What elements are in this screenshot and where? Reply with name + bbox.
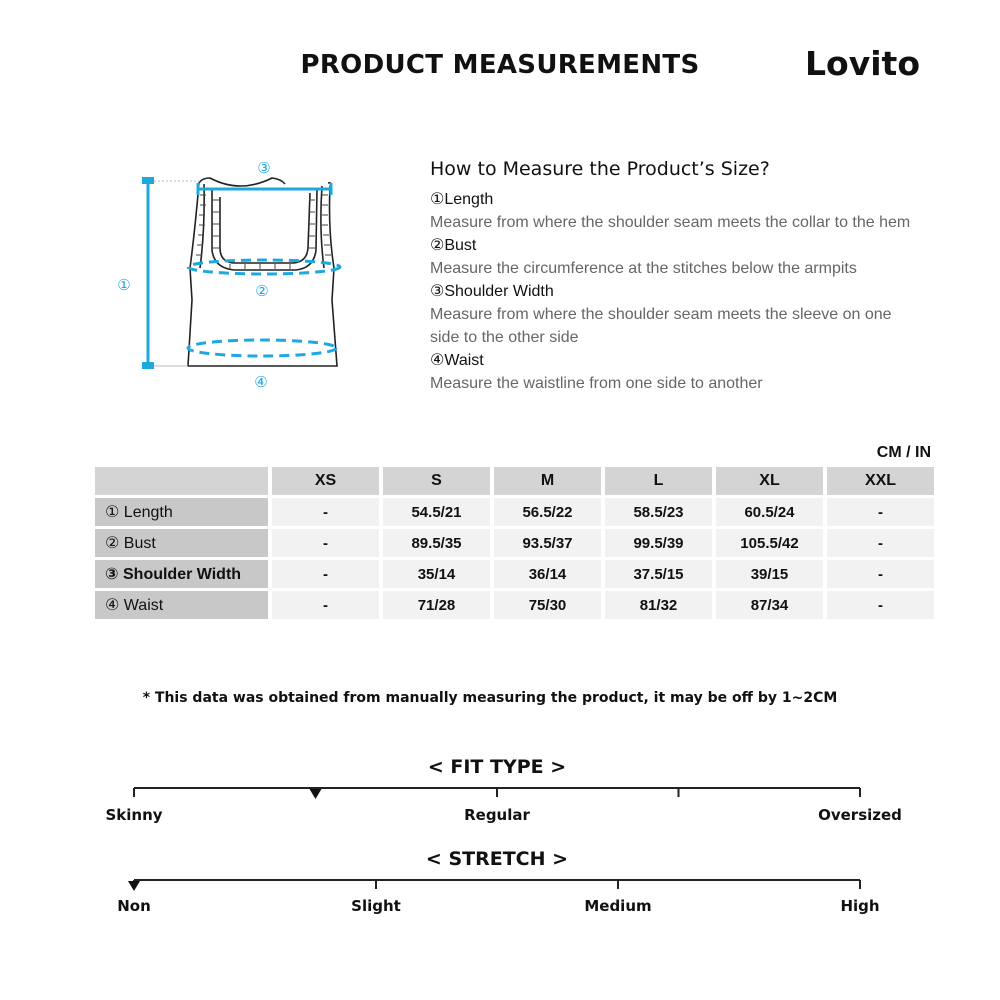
table-cell: - [827,529,934,557]
fit-type-label: Skinny [105,806,163,824]
table-cell: - [827,560,934,588]
fit-type-label: Oversized [818,806,902,824]
table-cell: - [272,498,379,526]
measurement-note: * This data was obtained from manually measuring the product, it may be off by 1~2CM [142,690,838,706]
header-corner [95,467,268,495]
howto-term: ④Waist [430,352,484,369]
how-to-measure [430,158,970,395]
table-row [95,560,934,588]
table-cell: - [272,529,379,557]
fit-type-title: < FIT TYPE > [427,756,567,778]
rib-hatching [196,195,331,269]
howto-item-waist [430,349,970,395]
howto-term: ②Bust [430,237,477,254]
howto-item-bust [430,234,970,280]
header-size: M [494,467,601,495]
howto-item-length [430,188,970,234]
fit-type-label: Regular [464,806,530,824]
table-cell: 35/14 [383,560,490,588]
stretch-label: Slight [351,897,401,915]
table-cell: 75/30 [494,591,601,619]
howto-term: ①Length [430,191,494,208]
header-size: XS [272,467,379,495]
marker-waist: ④ [254,373,268,391]
howto-item-shoulder [430,280,970,349]
table-row [95,498,934,526]
table-cell: - [272,591,379,619]
table-cell: 81/32 [605,591,712,619]
stretch-title: < STRETCH > [425,848,569,870]
table-cell: 36/14 [494,560,601,588]
table-cell: - [827,591,934,619]
bust-measure [188,260,340,274]
stretch-label: Non [117,897,151,915]
table-cell: 89.5/35 [383,529,490,557]
row-label: ③ Shoulder Width [95,560,268,588]
shoulder-measure [198,183,331,195]
waist-measure [188,340,336,356]
table-cell: 93.5/37 [494,529,601,557]
table-cell: 39/15 [716,560,823,588]
header-size: XL [716,467,823,495]
tank-top-diagram [100,150,380,400]
header-size: L [605,467,712,495]
table-row [95,591,934,619]
table-cell: 87/34 [716,591,823,619]
table-cell: 56.5/22 [494,498,601,526]
table-cell: 58.5/23 [605,498,712,526]
table-cell: 54.5/21 [383,498,490,526]
table-cell: 71/28 [383,591,490,619]
table-cell: 99.5/39 [605,529,712,557]
stretch-label: Medium [584,897,652,915]
fit-stretch-scales [0,750,1000,930]
table-cell: 37.5/15 [605,560,712,588]
howto-desc: Measure from where the shoulder seam meets the sleeve on one side to the other side [430,306,892,346]
howto-term: ③Shoulder Width [430,283,554,300]
table-cell: 105.5/42 [716,529,823,557]
howto-title: How to Measure the Product’s Size? [430,158,770,180]
howto-desc: Measure from where the shoulder seam meets the collar to the hem [430,214,911,231]
row-label: ② Bust [95,529,268,557]
brand-logo: Lovito [805,44,920,83]
table-cell: - [827,498,934,526]
howto-desc: Measure the waistline from one side to another [430,375,763,392]
marker-bust: ② [255,282,269,300]
stretch-indicator [128,881,140,891]
units-label: CM / IN [876,444,931,461]
table-cell: 60.5/24 [716,498,823,526]
table-row [95,529,934,557]
howto-desc: Measure the circumference at the stitches below the armpits [430,260,857,277]
table-header-row [95,467,934,495]
header-size: XXL [827,467,934,495]
marker-shoulder: ③ [257,159,271,177]
length-measure [142,177,154,369]
stretch-scale [117,880,879,915]
stretch-label: High [840,897,880,915]
page-title: PRODUCT MEASUREMENTS [300,50,700,80]
fit-type-scale [105,788,901,824]
row-label: ④ Waist [95,591,268,619]
fit-type-indicator [310,789,322,799]
table-cell: - [272,560,379,588]
size-table [91,464,938,622]
marker-length: ① [117,276,131,294]
row-label: ① Length [95,498,268,526]
header-size: S [383,467,490,495]
